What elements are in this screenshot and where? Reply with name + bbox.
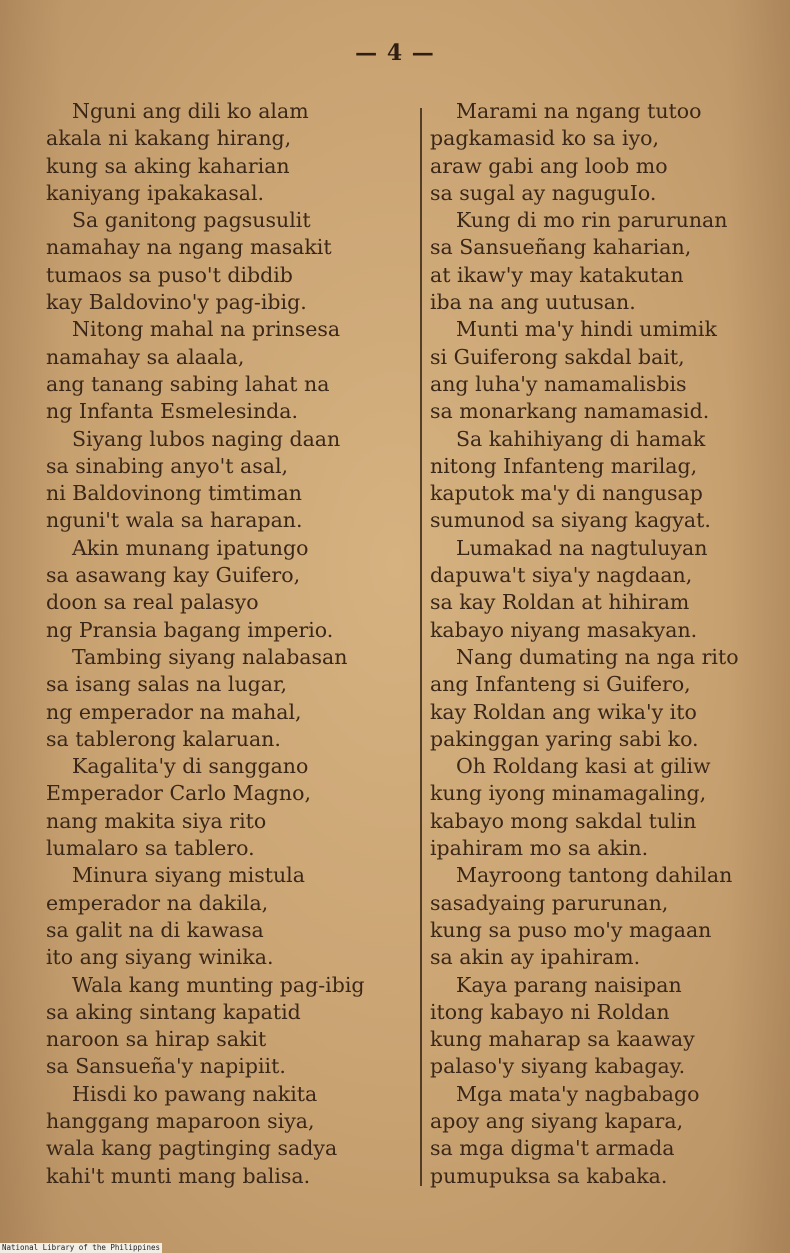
- verse-line: Oh Roldang kasi at giliw: [456, 754, 711, 779]
- verse-line: Hisdi ko pawang nakita: [72, 1081, 318, 1106]
- verse-line: pagkamasid ko sa iyo,: [430, 126, 660, 151]
- verse-line: palaso'y siyang kabagay.: [430, 1054, 686, 1079]
- left-column: [46, 98, 391, 1190]
- verse-line: Nang dumating na nga rito: [456, 644, 739, 669]
- verse-line: kaputok ma'y di nangusap: [430, 481, 703, 506]
- verse-line: Kagalita'y di sanggano: [72, 754, 309, 779]
- verse-line: ng Pransia bagang imperio.: [46, 617, 334, 642]
- verse-line: sa monarkang namamasid.: [430, 399, 710, 424]
- right-column: [430, 98, 775, 1190]
- verse-line: nguni't wala sa harapan.: [46, 508, 303, 533]
- verse-line: kay Roldan ang wika'y ito: [430, 699, 697, 724]
- verse-line: pumupuksa sa kabaka.: [430, 1163, 668, 1188]
- verse-line: Wala kang munting pag-ibig: [72, 972, 365, 997]
- verse-line: dapuwa't siya'y nagdaan,: [430, 563, 693, 588]
- verse-line: hanggang maparoon siya,: [46, 1108, 315, 1133]
- verse-line: si Guiferong sakdal bait,: [430, 344, 685, 369]
- verse-line: Kung di mo rin parurunan: [456, 208, 728, 233]
- verse-line: sumunod sa siyang kagyat.: [430, 508, 711, 533]
- verse-line: Sa kahihiyang di hamak: [456, 426, 706, 451]
- verse-line: kahi't munti mang balisa.: [46, 1163, 311, 1188]
- verse-line: lumalaro sa tablero.: [46, 836, 255, 861]
- verse-line: namahay sa alaala,: [46, 344, 245, 369]
- page-number: — 4 —: [355, 40, 435, 66]
- verse-line: kay Baldovino'y pag-ibig.: [46, 290, 307, 315]
- column-divider: [420, 108, 422, 1186]
- verse-line: Siyang lubos naging daan: [72, 426, 341, 451]
- verse-line: ng emperador na mahal,: [46, 699, 302, 724]
- verse-line: nitong Infanteng marilag,: [430, 453, 698, 478]
- verse-line: sa tablerong kalaruan.: [46, 726, 281, 751]
- verse-line: Lumakad na nagtuluyan: [456, 535, 708, 560]
- verse-line: at ikaw'y may katakutan: [430, 262, 684, 287]
- verse-line: sa kay Roldan at hihiram: [430, 590, 690, 615]
- verse-line: Emperador Carlo Magno,: [46, 781, 311, 806]
- verse-line: sa aking sintang kapatid: [46, 999, 301, 1024]
- verse-line: sa akin ay ipahiram.: [430, 945, 641, 970]
- verse-line: kabayo mong sakdal tulin: [430, 808, 697, 833]
- verse-line: sa asawang kay Guifero,: [46, 563, 301, 588]
- verse-line: nang makita siya rito: [46, 808, 267, 833]
- verse-line: sa sugal ay naguguIo.: [430, 180, 657, 205]
- verse-line: kung iyong minamagaling,: [430, 781, 707, 806]
- verse-line: ng Infanta Esmelesinda.: [46, 399, 299, 424]
- verse-line: Marami na ngang tutoo: [456, 99, 702, 123]
- verse-line: ang tanang sabing lahat na: [46, 371, 330, 396]
- verse-line: Sa ganitong pagsusulit: [72, 208, 311, 233]
- verse-line: sa Sansueñang kaharian,: [430, 235, 692, 260]
- verse-line: kung maharap sa kaaway: [430, 1027, 695, 1052]
- verse-line: namahay na ngang masakit: [46, 235, 332, 260]
- verse-line: itong kabayo ni Roldan: [430, 999, 670, 1024]
- verse-line: Munti ma'y hindi umimik: [456, 317, 717, 342]
- verse-line: sa sinabing anyo't asal,: [46, 453, 289, 478]
- verse-line: sa Sansueña'y napipiit.: [46, 1054, 286, 1079]
- verse-line: kaniyang ipakakasal.: [46, 180, 265, 205]
- verse-line: akala ni kakang hirang,: [46, 126, 292, 151]
- verse-line: pakinggan yaring sabi ko.: [430, 726, 699, 751]
- verse-line: Nguni ang dili ko alam: [72, 99, 309, 123]
- verse-line: sa galit na di kawasa: [46, 917, 264, 942]
- verse-line: kabayo niyang masakyan.: [430, 617, 698, 642]
- verse-line: Tambing siyang nalabasan: [72, 644, 348, 669]
- verse-line: araw gabi ang loob mo: [430, 153, 668, 178]
- verse-line: ni Baldovinong timtiman: [46, 481, 302, 506]
- verse-line: Mayroong tantong dahilan: [456, 863, 733, 888]
- verse-line: wala kang pagtinging sadya: [46, 1136, 338, 1161]
- verse-line: Nitong mahal na prinsesa: [72, 317, 341, 342]
- verse-line: emperador na dakila,: [46, 890, 269, 915]
- verse-line: ipahiram mo sa akin.: [430, 836, 649, 861]
- verse-line: naroon sa hirap sakit: [46, 1027, 267, 1052]
- verse-line: ang luha'y namamalisbis: [430, 371, 687, 396]
- verse-line: Akin munang ipatungo: [72, 535, 309, 560]
- verse-line: iba na ang uutusan.: [430, 290, 636, 315]
- verse-line: kung sa puso mo'y magaan: [430, 917, 712, 942]
- verse-line: ang Infanteng si Guifero,: [430, 672, 691, 697]
- verse-line: doon sa real palasyo: [46, 590, 259, 615]
- verse-line: sasadyaing parurunan,: [430, 890, 669, 915]
- verse-line: Mga mata'y nagbabago: [456, 1081, 700, 1106]
- verse-line: Kaya parang naisipan: [456, 972, 682, 997]
- verse-line: kung sa aking kaharian: [46, 153, 290, 178]
- verse-line: tumaos sa puso't dibdib: [46, 262, 293, 287]
- verse-line: sa isang salas na lugar,: [46, 672, 288, 697]
- verse-line: sa mga digma't armada: [430, 1136, 675, 1161]
- verse-line: apoy ang siyang kapara,: [430, 1108, 684, 1133]
- verse-line: Minura siyang mistula: [72, 863, 305, 888]
- verse-line: ito ang siyang winika.: [46, 945, 274, 970]
- library-footer: National Library of the Philippines: [2, 1243, 161, 1252]
